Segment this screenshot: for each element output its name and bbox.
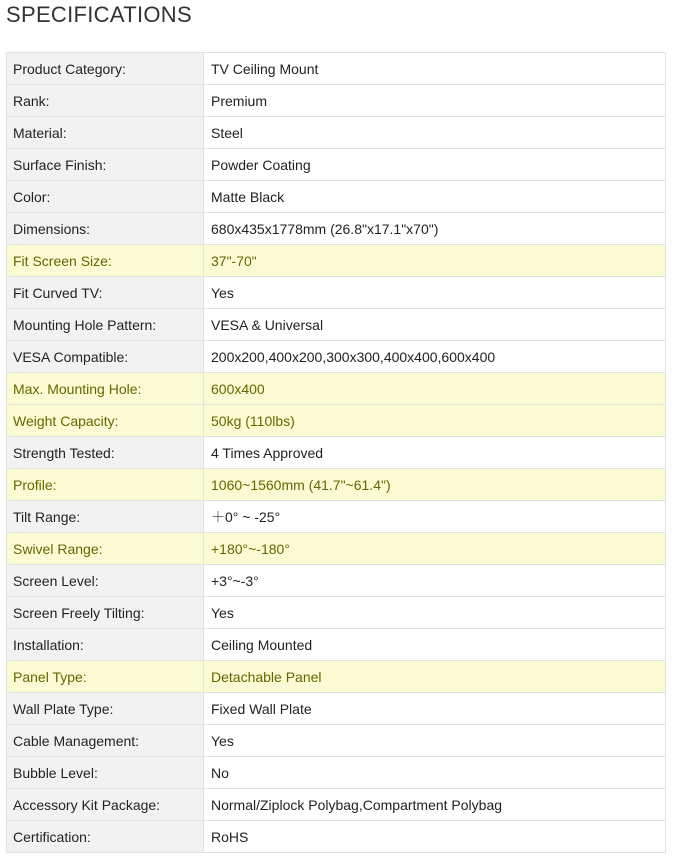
spec-value: 600x400 — [204, 373, 666, 405]
spec-label: Panel Type: — [7, 661, 204, 693]
spec-value: +180°~-180° — [204, 533, 666, 565]
spec-label: Fit Screen Size: — [7, 245, 204, 277]
spec-label: Bubble Level: — [7, 757, 204, 789]
spec-row — [7, 629, 666, 661]
spec-row — [7, 469, 666, 501]
spec-value: Fixed Wall Plate — [204, 693, 666, 725]
spec-row — [7, 85, 666, 117]
spec-value: 680x435x1778mm (26.8"x17.1"x70") — [204, 213, 666, 245]
spec-row — [7, 341, 666, 373]
spec-label: Color: — [7, 181, 204, 213]
spec-label: Screen Level: — [7, 565, 204, 597]
spec-value: +3°~-3° — [204, 565, 666, 597]
spec-value: Premium — [204, 85, 666, 117]
spec-row — [7, 373, 666, 405]
spec-table — [6, 52, 666, 853]
spec-row — [7, 405, 666, 437]
spec-value: Steel — [204, 117, 666, 149]
spec-label: Surface Finish: — [7, 149, 204, 181]
spec-value: 200x200,400x200,300x300,400x400,600x400 — [204, 341, 666, 373]
spec-value: Yes — [204, 725, 666, 757]
spec-label: Cable Management: — [7, 725, 204, 757]
spec-label: Material: — [7, 117, 204, 149]
spec-label: Wall Plate Type: — [7, 693, 204, 725]
spec-label: Profile: — [7, 469, 204, 501]
spec-label: Accessory Kit Package: — [7, 789, 204, 821]
spec-row — [7, 181, 666, 213]
spec-value: RoHS — [204, 821, 666, 853]
spec-row — [7, 757, 666, 789]
spec-label: Swivel Range: — [7, 533, 204, 565]
spec-value: Yes — [204, 277, 666, 309]
spec-row — [7, 565, 666, 597]
spec-label: Tilt Range: — [7, 501, 204, 533]
spec-row — [7, 53, 666, 85]
spec-row — [7, 149, 666, 181]
spec-row — [7, 245, 666, 277]
spec-value: Matte Black — [204, 181, 666, 213]
spec-value: VESA & Universal — [204, 309, 666, 341]
spec-value: Powder Coating — [204, 149, 666, 181]
spec-row — [7, 789, 666, 821]
spec-value: 1060~1560mm (41.7"~61.4") — [204, 469, 666, 501]
spec-label: Installation: — [7, 629, 204, 661]
spec-row — [7, 277, 666, 309]
spec-row — [7, 597, 666, 629]
spec-row — [7, 693, 666, 725]
spec-row — [7, 725, 666, 757]
spec-label: Weight Capacity: — [7, 405, 204, 437]
spec-label: Product Category: — [7, 53, 204, 85]
spec-label: Certification: — [7, 821, 204, 853]
spec-value: Detachable Panel — [204, 661, 666, 693]
spec-value: ＋0° ~ -25° — [204, 501, 666, 533]
spec-value: 4 Times Approved — [204, 437, 666, 469]
spec-value: No — [204, 757, 666, 789]
spec-value: 37"-70" — [204, 245, 666, 277]
spec-value: Ceiling Mounted — [204, 629, 666, 661]
spec-label: Max. Mounting Hole: — [7, 373, 204, 405]
spec-row — [7, 501, 666, 533]
spec-value: Normal/Ziplock Polybag,Compartment Polybag — [204, 789, 666, 821]
spec-row — [7, 661, 666, 693]
spec-value: Yes — [204, 597, 666, 629]
spec-table-body — [7, 53, 666, 853]
spec-label: Mounting Hole Pattern: — [7, 309, 204, 341]
spec-row — [7, 533, 666, 565]
spec-label: VESA Compatible: — [7, 341, 204, 373]
spec-row — [7, 309, 666, 341]
spec-row — [7, 213, 666, 245]
spec-row — [7, 117, 666, 149]
spec-label: Screen Freely Tilting: — [7, 597, 204, 629]
spec-label: Strength Tested: — [7, 437, 204, 469]
spec-label: Rank: — [7, 85, 204, 117]
spec-row — [7, 821, 666, 853]
spec-row — [7, 437, 666, 469]
page-title: SPECIFICATIONS — [6, 2, 192, 27]
spec-label: Dimensions: — [7, 213, 204, 245]
spec-value: TV Ceiling Mount — [204, 53, 666, 85]
spec-value: 50kg (110lbs) — [204, 405, 666, 437]
spec-label: Fit Curved TV: — [7, 277, 204, 309]
